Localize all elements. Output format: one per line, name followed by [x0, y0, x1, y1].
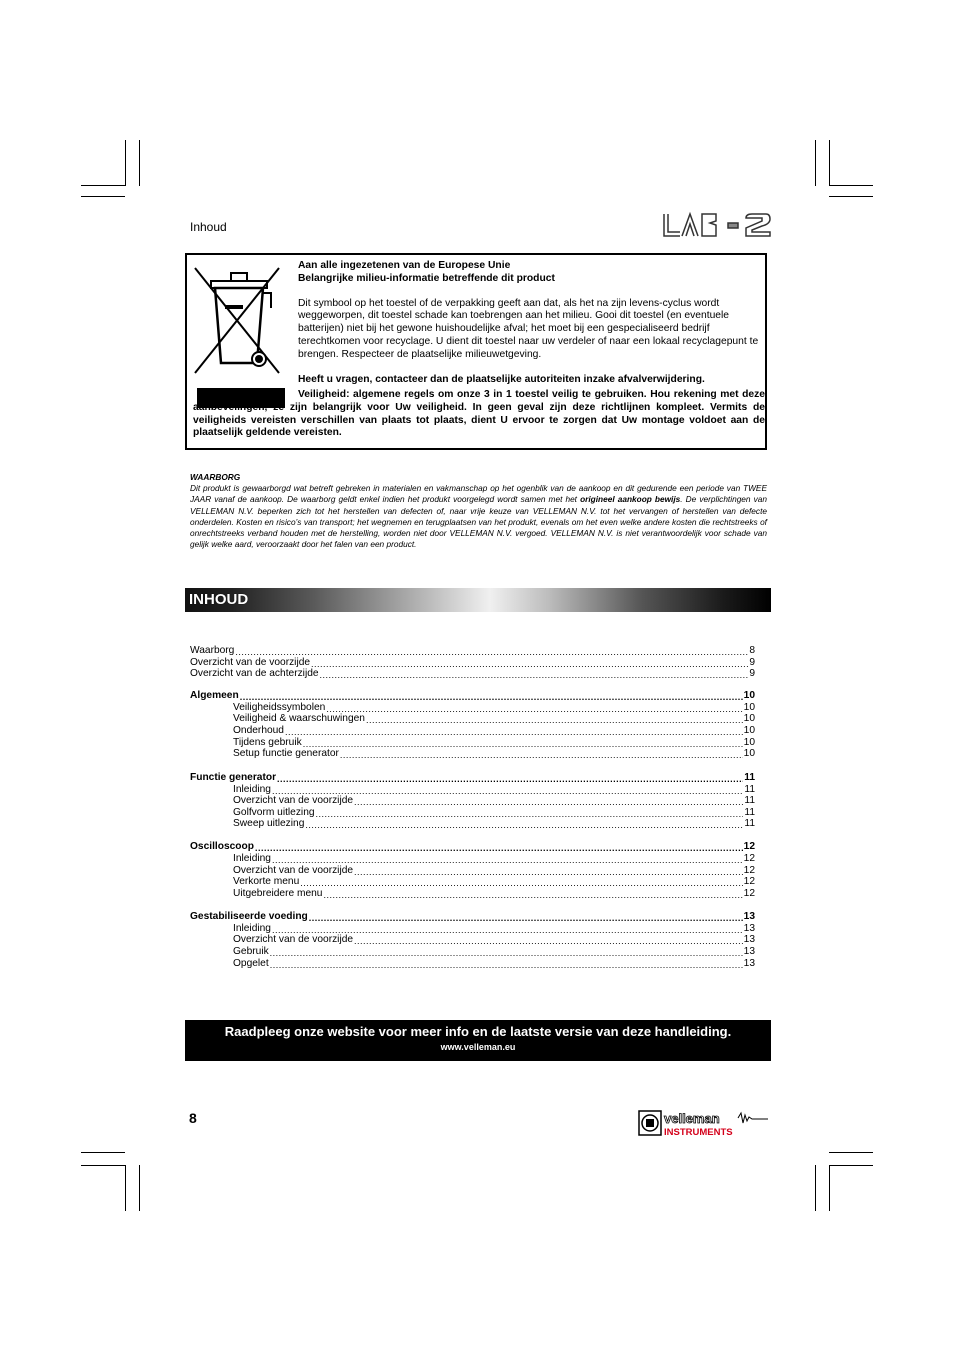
lab2-logo: [662, 210, 772, 240]
notice-safety: Veiligheid: algemene regels om onze 3 in 1 toestel veilig te gebruiken. Hou rekening met deze aanbevelingen, ze zijn belangrijk voor Uw veiligheid. In geen geval zijn deze richtlijnen kompleet. Vermits de veiligheids vereisten verschillen van plaats tot plaats, dient U ervoor te zorgen dat Uw montage voldoet aan de plaatselijk geldende vereisten.: [193, 389, 765, 439]
toc-entry-label: Overzicht van de achterzijde: [190, 668, 319, 679]
brand-name: velleman: [664, 1111, 720, 1126]
toc-entry-page: 12: [743, 876, 755, 887]
toc-entry[interactable]: [190, 689, 755, 701]
notice-body: Dit symbool op het toestel of de verpakking geeft aan dat, als het na zijn levens-cyclus wordt weggeworpen, dit toestel schade kan toebrengen aan het milieu. Gooi dit toestel (en eventuele batterijen) niet bij het gewone huishoudelijke afval; het moet bij een gespecialiseerd bedrijf terechtkomen voor recyclage. U dient dit toestel naar uw verdeler of naar een lokaal recyclagepunt te brengen. Respecteer de plaatselijke milieuwetgeving.: [298, 297, 759, 360]
page-number: 8: [189, 1110, 197, 1126]
toc-dot-leader: [277, 773, 743, 783]
brand-sub: INSTRUMENTS: [664, 1127, 733, 1138]
toc-dot-leader: [305, 819, 743, 829]
warranty-text-part1: Dit produkt is gewaarborgd wat betreft gebreken in materialen en vakmanschap op het ogenblik van de aankoop en dit gedurende een periode van TWEE JAAR vanaf de aankoop. De waarborg geldt enkel indien het produkt voorgelegd wordt samen met het: [190, 483, 767, 505]
toc-entry-page: 12: [743, 841, 755, 852]
toc-entry[interactable]: [190, 724, 755, 736]
toc-dot-leader: [354, 935, 743, 945]
toc-entry-page: 11: [744, 795, 755, 806]
toc-entry-page: 11: [744, 807, 755, 818]
website-banner: [185, 1020, 771, 1061]
toc-entry-label: Verkorte menu: [233, 876, 300, 887]
toc-entry-label: Overzicht van de voorzijde: [233, 865, 354, 876]
toc-dot-leader: [270, 959, 743, 969]
toc-entry-label: Onderhoud: [233, 725, 284, 736]
toc-entry[interactable]: [190, 712, 755, 724]
toc-entry-label: Functie generator: [190, 772, 277, 783]
toc-entry-page: 13: [743, 946, 755, 957]
toc-entry-label: Waarborg: [190, 645, 235, 656]
notice-title-1: Aan alle ingezetenen van de Europese Unie: [298, 260, 511, 271]
toc-entry-page: 10: [743, 725, 755, 736]
toc-entry-label: Setup functie generator: [233, 748, 339, 759]
toc-entry-page: 12: [743, 853, 755, 864]
toc-entry-label: Overzicht van de voorzijde: [190, 657, 311, 668]
website-url[interactable]: www.velleman.eu: [440, 1042, 516, 1052]
toc-entry-label: Tijdens gebruik: [233, 737, 302, 748]
toc-entry-page: 12: [743, 865, 755, 876]
toc-entry-page: 10: [743, 690, 755, 701]
toc-dot-leader: [320, 669, 749, 679]
toc-entry-page: 13: [743, 934, 755, 945]
warranty-title: WAARBORG: [190, 472, 241, 482]
toc-dot-leader: [300, 877, 742, 887]
toc-entry-page: 9: [749, 668, 755, 679]
toc-entry-page: 11: [744, 818, 755, 829]
toc-dot-leader: [240, 691, 743, 701]
crossed-out-bin-icon: [193, 263, 285, 378]
section-header-bar: [185, 588, 771, 612]
toc-entry[interactable]: [190, 887, 755, 899]
toc-entry-label: Uitgebreidere menu: [233, 888, 323, 899]
toc-dot-leader: [340, 749, 743, 759]
header-section-label: Inhoud: [190, 220, 227, 234]
toc-entry-label: Oscilloscoop: [190, 841, 254, 852]
toc-entry[interactable]: [190, 817, 755, 829]
toc-dot-leader: [272, 854, 743, 864]
toc-entry-page: 13: [743, 923, 755, 934]
toc-entry-page: 11: [744, 784, 755, 795]
toc-entry[interactable]: [190, 794, 755, 806]
toc-entry[interactable]: [190, 957, 755, 969]
toc-entry[interactable]: [190, 875, 755, 887]
toc-entry-page: 10: [743, 737, 755, 748]
toc-entry-label: Veiligheid & waarschuwingen: [233, 713, 365, 724]
toc-entry-label: Algemeen: [190, 690, 239, 701]
toc-entry[interactable]: [190, 840, 755, 852]
toc-entry-page: 10: [743, 713, 755, 724]
toc-dot-leader: [285, 726, 743, 736]
toc-dot-leader: [354, 796, 743, 806]
toc-entry-label: Opgelet: [233, 958, 269, 969]
toc-entry[interactable]: [190, 644, 755, 656]
eu-environment-notice: [185, 253, 767, 450]
toc-entry[interactable]: [190, 771, 755, 783]
toc-entry-label: Sweep uitlezing: [233, 818, 305, 829]
notice-title-2: Belangrijke milieu-informatie betreffende dit product: [298, 272, 555, 284]
toc-entry-page: 11: [744, 772, 755, 783]
toc-entry-label: Overzicht van de voorzijde: [233, 795, 354, 806]
toc-entry[interactable]: [190, 747, 755, 759]
toc-dot-leader: [255, 842, 743, 852]
toc-entry-label: Inleiding: [233, 784, 271, 795]
toc-entry-label: Overzicht van de voorzijde: [233, 934, 354, 945]
toc-entry-page: 13: [743, 958, 755, 969]
toc-dot-leader: [323, 889, 742, 899]
toc-entry[interactable]: [190, 852, 755, 864]
toc-entry-label: Gestabiliseerde voeding: [190, 911, 308, 922]
toc-entry-page: 12: [743, 888, 755, 899]
toc-entry[interactable]: [190, 910, 755, 922]
toc-entry-label: Veiligheidssymbolen: [233, 702, 326, 713]
toc-entry-page: 10: [743, 748, 755, 759]
toc-dot-leader: [235, 646, 748, 656]
toc-entry[interactable]: [190, 933, 755, 945]
toc-entry-page: 10: [743, 702, 755, 713]
toc-entry-page: 9: [749, 657, 755, 668]
toc-dot-leader: [366, 714, 743, 724]
warranty-text-part2: . De verplichtingen van VELLEMAN N.V. beperken zich tot het herstellen van defecten of, naar vrije keuze van VELLEMAN N.V. tot het vervangen of herstellen van defecte onderdelen. Kosten en risico’s van transport; het wegnemen en terugplaatsen van het produkt, evenals om het even welke andere kosten die rechtstreeks of onrechtstreeks verband houden met de herstelling, worden niet door VELLEMAN N.V. vergoed. VELLEMAN N.V. is niet verantwoordelijk voor schade van gelijk welke aard, veroorzaakt door het falen van een product.: [190, 494, 767, 550]
toc-entry[interactable]: [190, 667, 755, 679]
toc-dot-leader: [270, 947, 743, 957]
website-banner-text: Raadpleeg onze website voor meer info en de laatste versie van deze handleiding.: [224, 1024, 732, 1039]
velleman-instruments-logo: [638, 1110, 770, 1138]
toc-entry-label: Inleiding: [233, 853, 271, 864]
warranty-block: [190, 472, 767, 550]
toc-entry[interactable]: [190, 945, 755, 957]
toc-entry-label: Golfvorm uitlezing: [233, 807, 315, 818]
toc-entry-page: 8: [749, 645, 755, 656]
warranty-text-bold: origineel aankoop bewijs: [580, 494, 681, 505]
toc-entry-page: 13: [743, 911, 755, 922]
toc-entry-label: Inleiding: [233, 923, 271, 934]
toc-dot-leader: [309, 912, 743, 922]
warranty-text: [190, 483, 767, 550]
notice-questions: Heeft u vragen, contacteer dan de plaatselijke autoriteiten inzake afvalverwijdering.: [298, 373, 705, 385]
section-title: INHOUD: [189, 591, 249, 608]
toc-entry-label: Gebruik: [233, 946, 269, 957]
